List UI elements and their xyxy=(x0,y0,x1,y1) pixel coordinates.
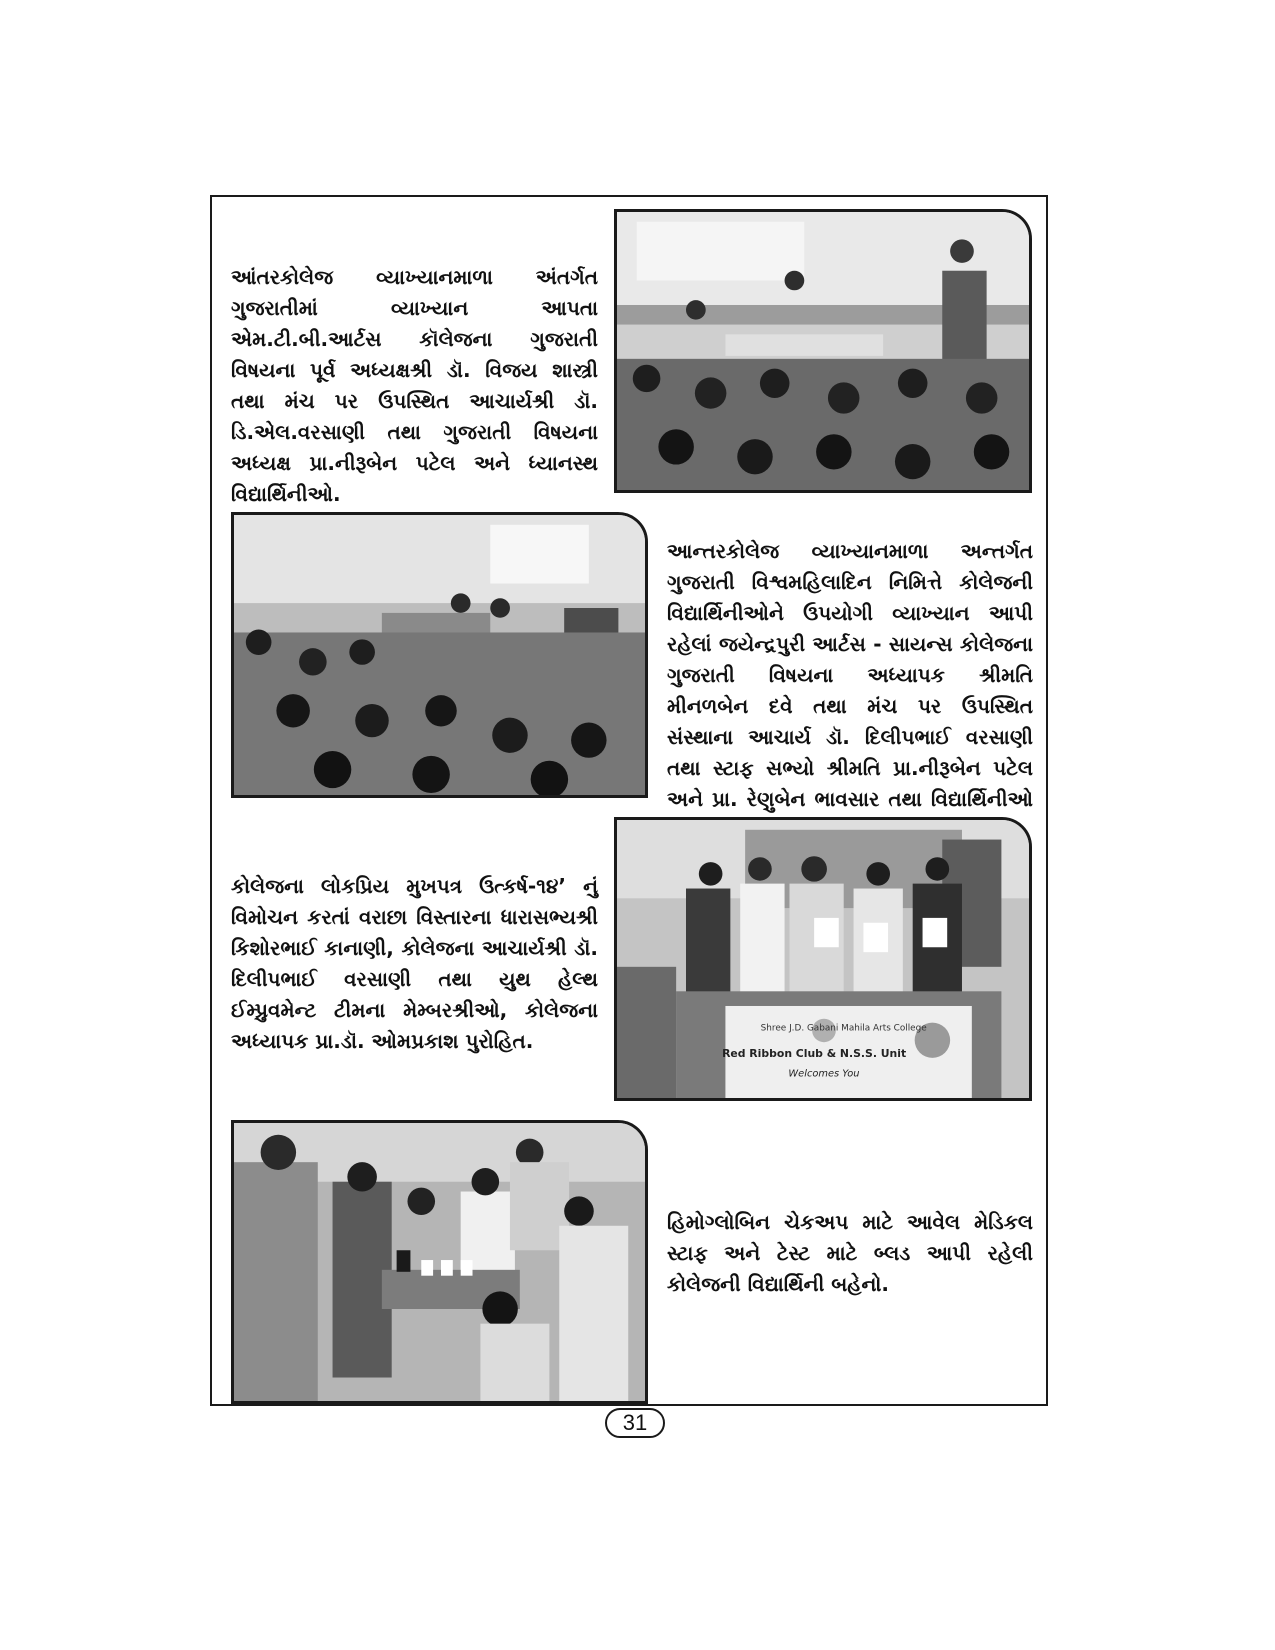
banner-welcome: Welcomes You xyxy=(788,1068,860,1080)
photo-magazine-release xyxy=(614,817,1032,1101)
banner-club-name: Red Ribbon Club & N.S.S. Unit xyxy=(722,1046,907,1060)
caption-hemoglobin-checkup: હિમોગ્લોબિન ચેકઅપ માટે આવેલ મેડિકલ સ્ટાફ અને ટેસ્ટ માટે બ્લડ આપી રહેલી કોલેજની વિદ્યાર્થિની બહેનો. xyxy=(667,1210,1033,1296)
photo-hemoglobin-checkup-image xyxy=(234,1123,645,1401)
caption-lecture-1: આંતરકોલેજ વ્યાખ્યાનમાળા અંતર્ગત ગુજરાતીમાં વ્યાખ્યાન આપતા એમ.ટી.બી.આર્ટસ કૉલેજના ગુજરાતી વિષયના પૂર્વ અધ્યક્ષશ્રી ડૉ. વિજય શાસ્ત્રી તથા મંચ પર ઉપસ્થિત આચાર્યશ્રી ડૉ. ડિ.એલ.વરસાણી તથા ગુજરાતી વિષયના અધ્યક્ષ પ્રા.નીરૂબેન પટેલ અને ધ્યાનસ્થ વિદ્યાર્થિનીઓ. xyxy=(231,265,598,506)
photo-lecture-1-image xyxy=(617,212,1029,490)
caption-magazine-release: કોલેજના લોકપ્રિય મુખપત્ર ઉત્કર્ષ-૧૪’ નું વિમોચન કરતાં વરાછા વિસ્તારના ધારાસભ્યશ્રી કિશોરભાઈ કાનાણી, કોલેજના આચાર્યશ્રી ડૉ. દિલીપભાઈ વરસાણી તથા યુથ હેલ્થ ઈમ્પ્રુવમેન્ટ ટીમના મેમ્બરશ્રીઓ, કોલેજના અધ્યાપક પ્રા.ડૉ. ઓમપ્રકાશ પુરોહિત. xyxy=(231,874,598,1053)
caption-lecture-2: આન્તરકોલેજ વ્યાખ્યાનમાળા અન્તર્ગત ગુજરાતી વિશ્વમહિલાદિન નિમિત્તે કોલેજની વિદ્યાર્થિનીઓને ઉપયોગી વ્યાખ્યાન આપી રહેલાં જયેન્દ્રપુરી આર્ટસ - સાયન્સ કોલેજના ગુજરાતી વિષયના અધ્યાપક શ્રીમતિ મીનળબેન દવે તથા મંચ પર ઉપસ્થિત સંસ્થાના આચાર્ય ડૉ. દિલીપભાઈ વરસાણી તથા સ્ટાફ સભ્યો શ્રીમતિ પ્રા.નીરૂબેન પટેલ અને પ્રા. રેણુબેન ભાવસાર તથા વિદ્યાર્થિનીઓ xyxy=(667,539,1033,811)
photo-lecture-2 xyxy=(231,512,648,798)
photo-hemoglobin-checkup xyxy=(231,1120,648,1404)
photo-lecture-1 xyxy=(614,209,1032,493)
photo-magazine-release-image xyxy=(617,820,1029,1098)
page-number: 31 xyxy=(605,1408,665,1438)
banner-college-name: Shree J.D. Gabani Mahila Arts College xyxy=(760,1023,927,1034)
photo-lecture-2-image xyxy=(234,515,645,795)
